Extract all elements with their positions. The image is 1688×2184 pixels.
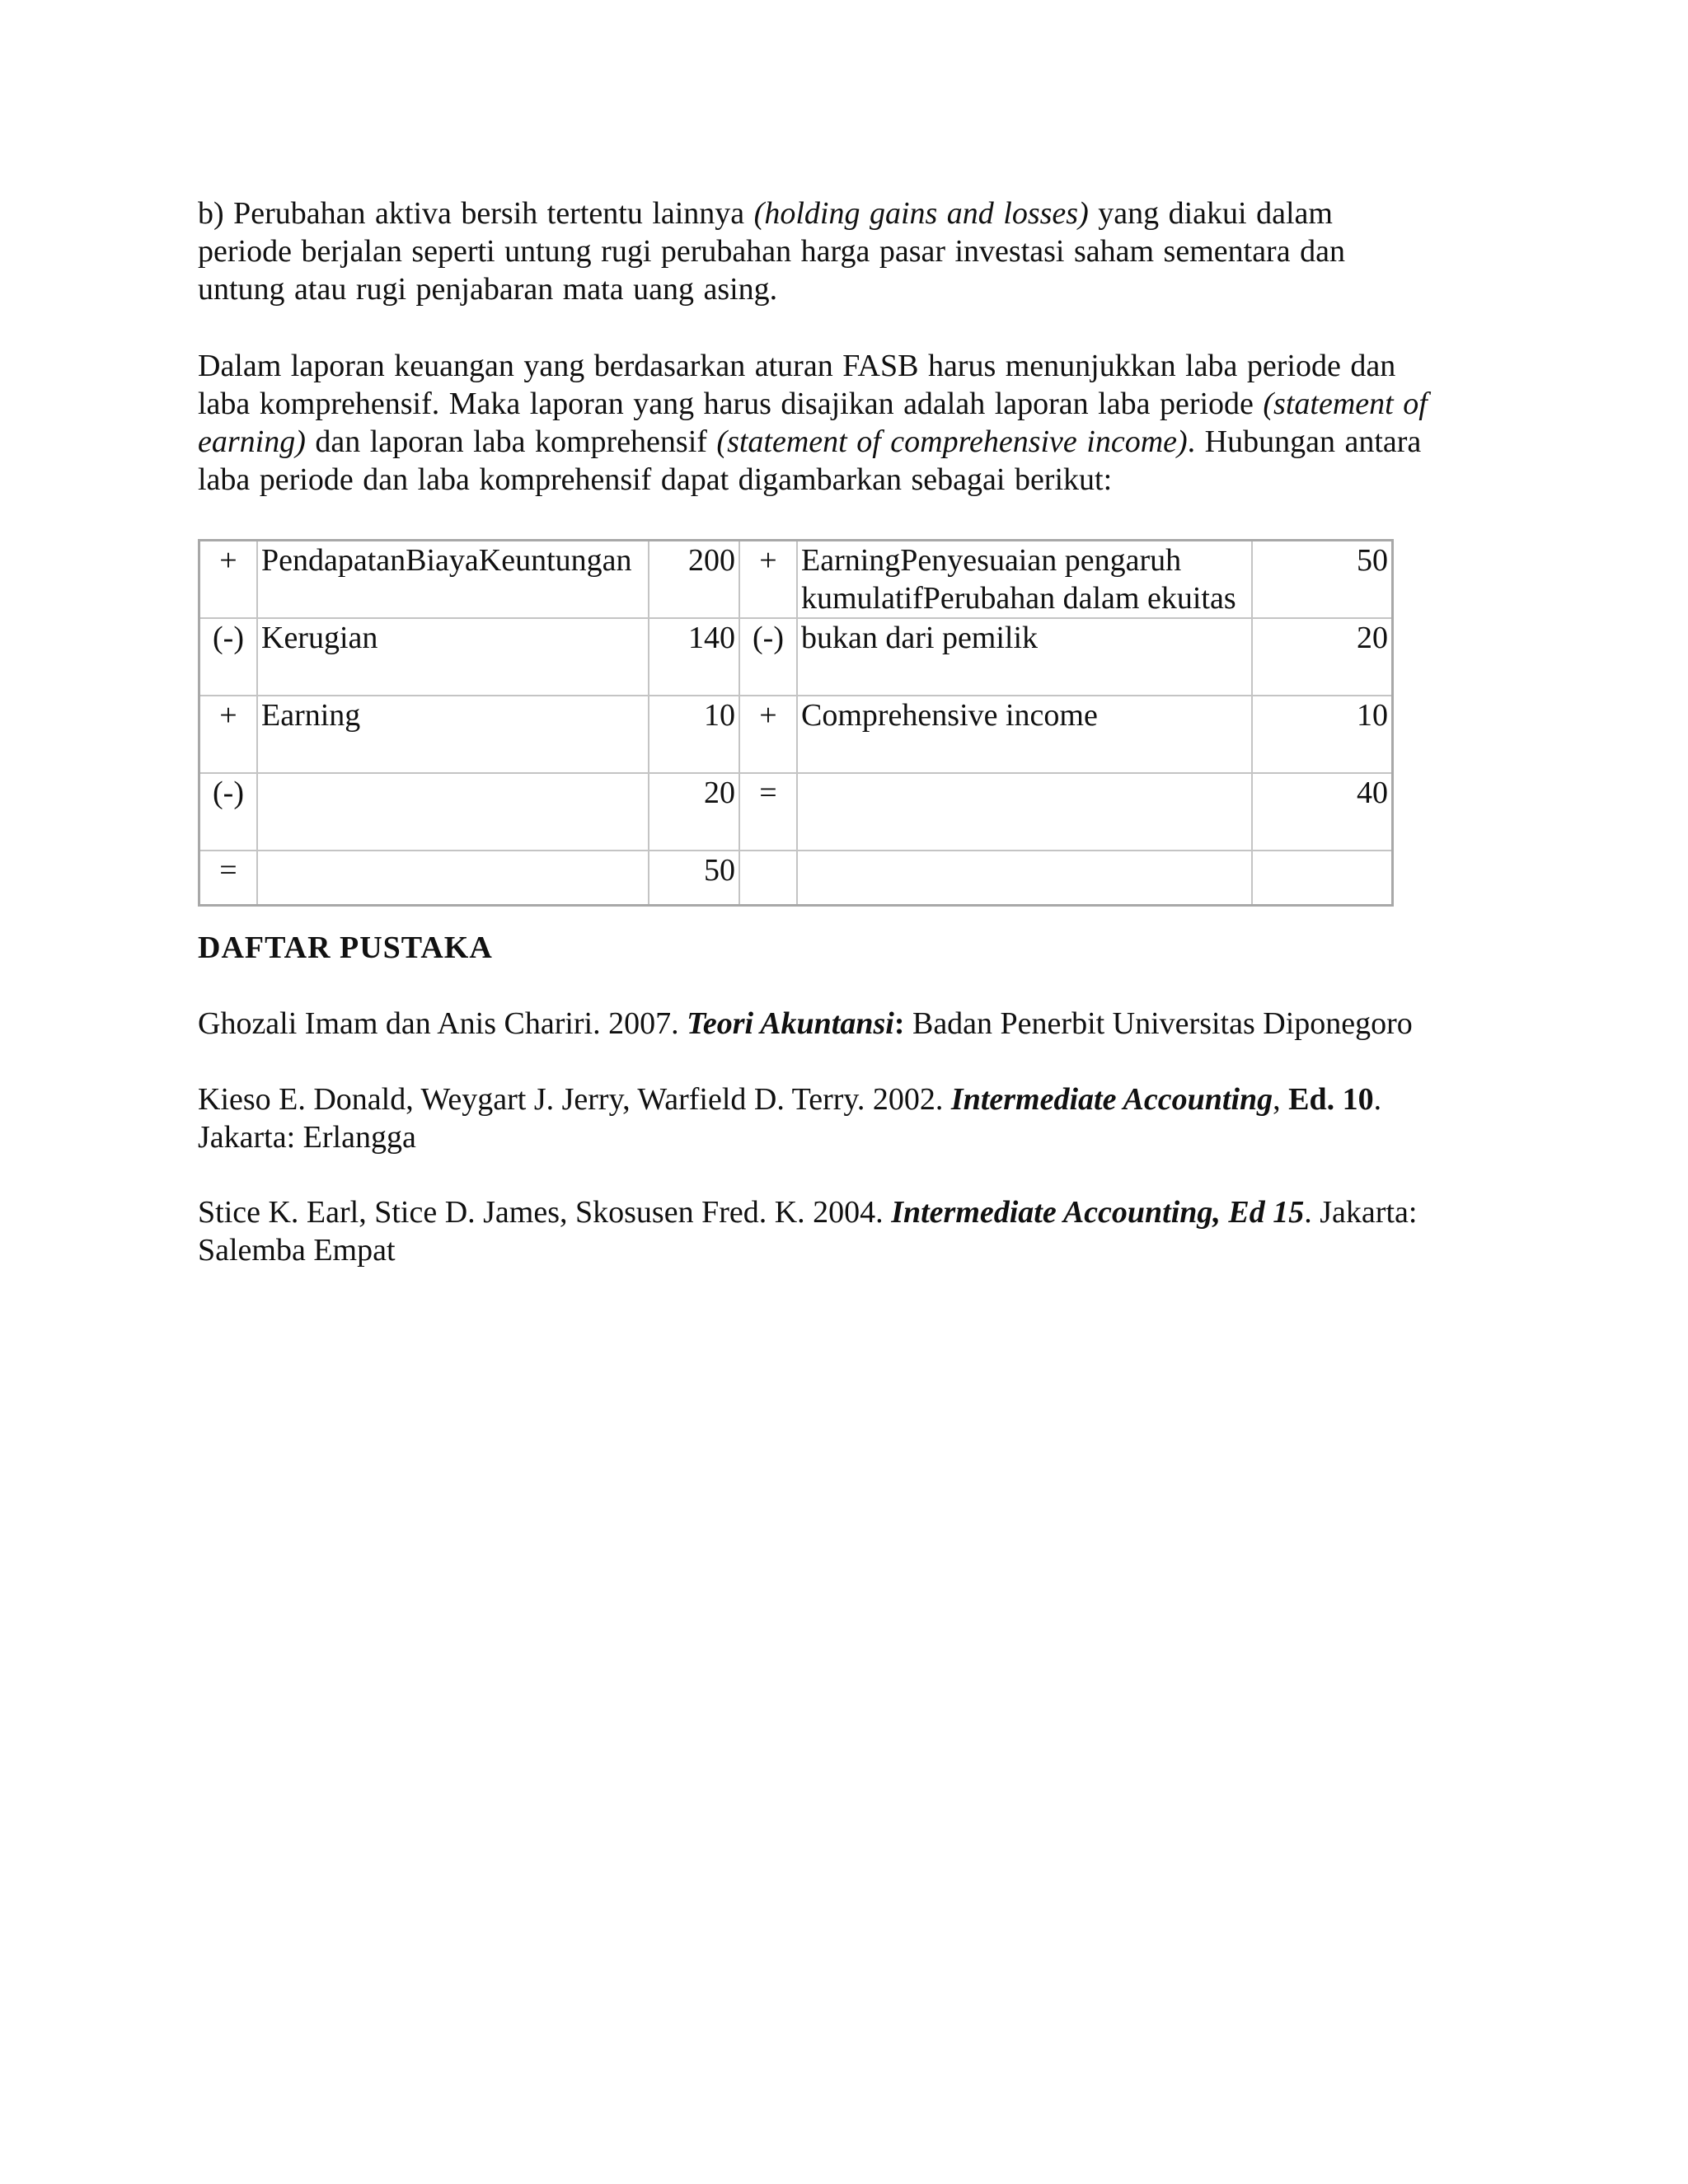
sign-cell-right bbox=[739, 851, 797, 906]
reference-kieso bbox=[198, 1080, 1381, 1156]
label-cell-right bbox=[797, 696, 1252, 773]
text-run: , bbox=[1273, 1082, 1289, 1117]
text-run: . bbox=[1373, 1082, 1382, 1117]
document-page bbox=[198, 194, 1484, 1268]
label-cell-left: PendapatanBiayaKeuntungan bbox=[257, 541, 649, 619]
paragraph-line bbox=[198, 385, 1484, 423]
text-run: Stice K. Earl, Stice D. James, Skosusen Fred. K. 2004. bbox=[198, 1195, 892, 1230]
label-line: Comprehensive income bbox=[801, 698, 1098, 733]
paragraph-line bbox=[198, 423, 1484, 461]
table-body bbox=[199, 541, 1393, 906]
label-cell-left bbox=[257, 851, 649, 906]
label-cell-right bbox=[797, 773, 1252, 851]
earning-comprehensive-table bbox=[198, 539, 1394, 907]
paragraph-line: untung atau rugi penjabaran mata uang asing. bbox=[198, 272, 778, 307]
sign-cell-left: (-) bbox=[199, 618, 258, 696]
label-cell-left bbox=[257, 773, 649, 851]
reference-edition: Ed. 10 bbox=[1288, 1082, 1374, 1117]
value-cell-left: 20 bbox=[649, 773, 739, 851]
label-line: kumulatifPerubahan dalam ekuitas bbox=[801, 581, 1236, 616]
label-cell-right bbox=[797, 618, 1252, 696]
text-run: dan laporan laba komprehensif bbox=[305, 424, 717, 459]
paragraph-line bbox=[198, 194, 1484, 232]
sign-cell-right: (-) bbox=[739, 618, 797, 696]
value-cell-right: 50 bbox=[1252, 541, 1393, 619]
reference-stice bbox=[198, 1193, 1417, 1269]
value-cell-right bbox=[1252, 851, 1393, 906]
paragraph-fasb bbox=[198, 347, 1484, 499]
value-cell-left: 200 bbox=[649, 541, 739, 619]
label-cell-right bbox=[797, 851, 1252, 906]
text-run: b) Perubahan aktiva bersih tertentu lainnya bbox=[198, 196, 754, 231]
label-cell-left: Kerugian bbox=[257, 618, 649, 696]
sign-cell-right: + bbox=[739, 696, 797, 773]
label-cell-left: Earning bbox=[257, 696, 649, 773]
sign-cell-left: + bbox=[199, 541, 258, 619]
reference-title: Intermediate Accounting bbox=[950, 1082, 1273, 1117]
reference-publisher: Jakarta: Erlangga bbox=[198, 1120, 416, 1155]
paragraph-holding-gains bbox=[198, 194, 1484, 308]
sign-cell-right: = bbox=[739, 773, 797, 851]
label-line: bukan dari pemilik bbox=[801, 621, 1039, 655]
paragraph-line: Dalam laporan keuangan yang berdasarkan aturan FASB harus menunjukkan laba periode dan bbox=[198, 349, 1396, 383]
reference-title: Teori Akuntansi bbox=[687, 1006, 894, 1041]
table-row bbox=[199, 773, 1393, 851]
table-row bbox=[199, 851, 1393, 906]
italic-term: (statement of bbox=[1263, 387, 1428, 421]
bibliography-heading: DAFTAR PUSTAKA bbox=[198, 930, 493, 965]
reference-ghozali bbox=[198, 1005, 1413, 1043]
text-run: laba komprehensif. Maka laporan yang harus disajikan adalah laporan laba periode bbox=[198, 387, 1264, 421]
value-cell-right: 20 bbox=[1252, 618, 1393, 696]
label-line: EarningPenyesuaian pengaruh bbox=[801, 543, 1182, 578]
value-cell-right: 10 bbox=[1252, 696, 1393, 773]
sign-cell-left: (-) bbox=[199, 773, 258, 851]
text-run: Badan Penerbit Universitas Diponegoro bbox=[904, 1006, 1413, 1041]
table-row bbox=[199, 618, 1393, 696]
reference-title: Intermediate Accounting, Ed 15 bbox=[891, 1195, 1305, 1230]
sign-cell-right: + bbox=[739, 541, 797, 619]
text-run: Kieso E. Donald, Weygart J. Jerry, Warfield D. Terry. 2002. bbox=[198, 1082, 951, 1117]
italic-term: earning) bbox=[198, 424, 306, 459]
text-run: . Jakarta: bbox=[1304, 1195, 1418, 1230]
reference-publisher: Salemba Empat bbox=[198, 1233, 396, 1268]
italic-term: (statement of comprehensive income) bbox=[716, 424, 1188, 459]
value-cell-left: 10 bbox=[649, 696, 739, 773]
text-run: . Hubungan antara bbox=[1187, 424, 1422, 459]
table-row bbox=[199, 696, 1393, 773]
label-cell-right bbox=[797, 541, 1252, 619]
text-run: yang diakui dalam bbox=[1088, 196, 1333, 231]
sign-cell-left: + bbox=[199, 696, 258, 773]
text-run: Ghozali Imam dan Anis Chariri. 2007. bbox=[198, 1006, 687, 1041]
italic-term: (holding gains and losses) bbox=[753, 196, 1089, 231]
table-row bbox=[199, 541, 1393, 619]
value-cell-left: 50 bbox=[649, 851, 739, 906]
paragraph-line: periode berjalan seperti untung rugi perubahan harga pasar investasi saham sementara dan bbox=[198, 234, 1345, 269]
text-run: : bbox=[893, 1006, 905, 1041]
paragraph-line: laba periode dan laba komprehensif dapat digambarkan sebagai berikut: bbox=[198, 462, 1113, 497]
sign-cell-left: = bbox=[199, 851, 258, 906]
value-cell-right: 40 bbox=[1252, 773, 1393, 851]
value-cell-left: 140 bbox=[649, 618, 739, 696]
